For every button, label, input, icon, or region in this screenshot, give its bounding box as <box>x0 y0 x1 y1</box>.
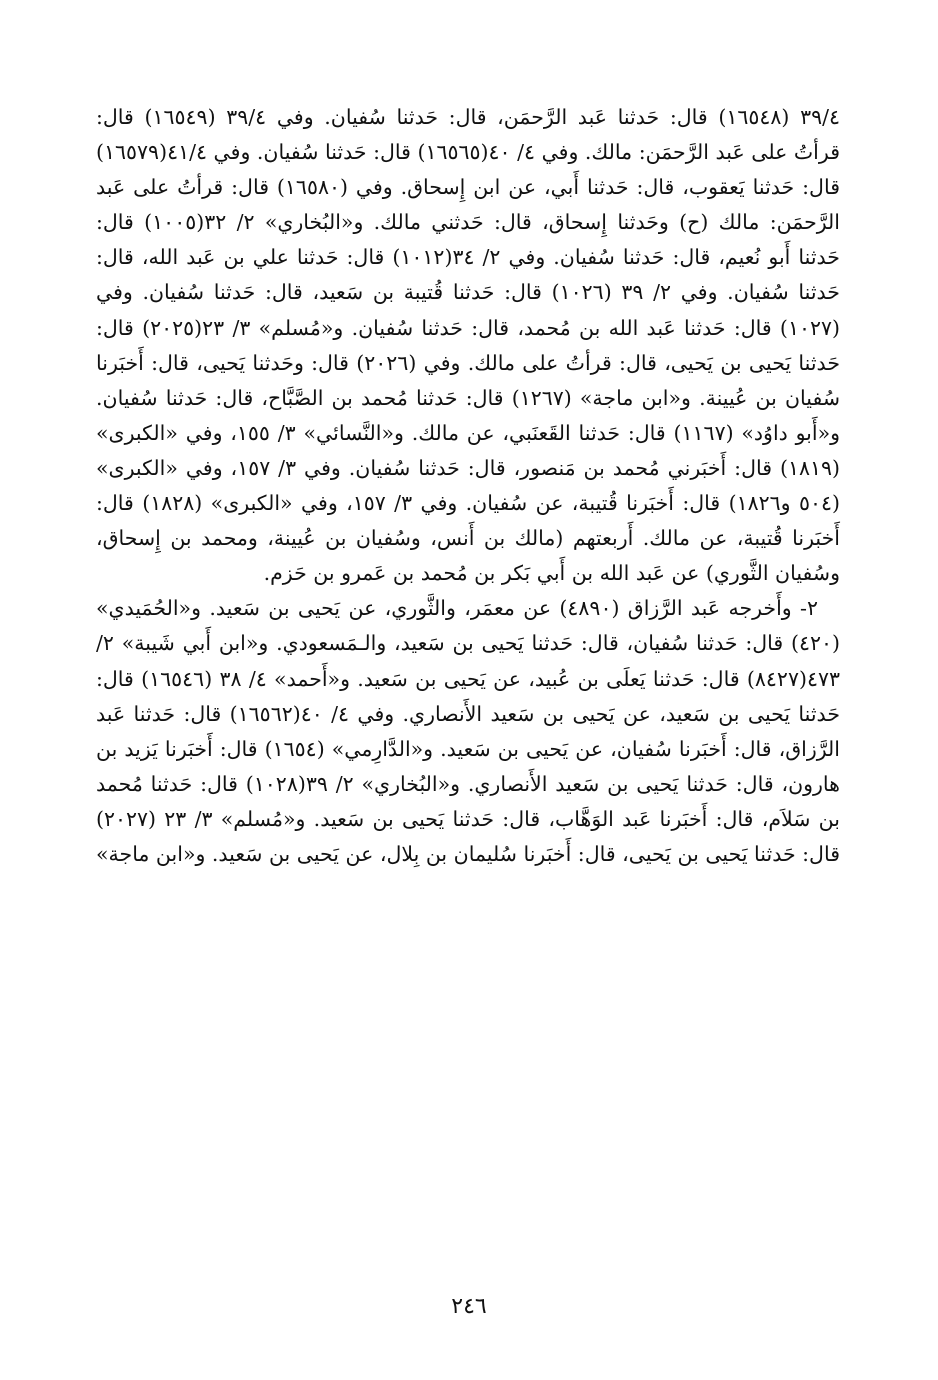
body-text <box>96 100 840 872</box>
page-number: ٢٤٦ <box>451 1294 487 1319</box>
paragraph-2: ٢- وأَخرجه عَبد الرَّزاق (٤٨٩٠) عن معمَر، والثَّوري، عن يَحيى بن سَعيد. و«الحُمَيدي» (٤٢٠) قال: حَدثنا سُفيان، قال: حَدثنا يَحيى بن سَعيد، والـمَسعودي. و«ابن أَبي شَيبة» ٢/ ٤٧٣(٨٤٢٧) قال: حَدثنا يَعلَى بن عُبيد، عن يَحيى بن سَعيد. و«أَحمد» ٤/ ٣٨ (١٦٥٤٦) قال: حَدثنا يَحيى بن سَعيد، عن يَحيى بن سَعيد الأَنصاري. وفي ٤/ ٤٠(١٦٥٦٢) قال: حَدثنا عَبد الرَّزاق، قال: أَخبَرنا سُفيان، عن يَحيى بن سَعيد. و«الدَّارِمي» (١٦٥٤) قال: أَخبَرنا يَزيد بن هارون، قال: حَدثنا يَحيى بن سَعيد الأَنصاري. و«البُخاري» ٢/ ٣٩(١٠٢٨) قال: حَدثنا مُحمد بن سَلاَم، قال: أَخبَرنا عَبد الوَهَّاب، قال: حَدثنا يَحيى بن سَعيد. و«مُسلم» ٣/ ٢٣ (٢٠٢٧) قال: حَدثنا يَحيى بن يَحيى، قال: أَخبَرنا سُليمان بن بِلال، عن يَحيى بن سَعيد. و«ابن ماجة» <box>95 596 840 866</box>
paragraph-1: ٣٩/٤ (١٦٥٤٨) قال: حَدثنا عَبد الرَّحمَن، قال: حَدثنا سُفيان. وفي ٣٩/٤ (١٦٥٤٩) قال: قرأتُ على عَبد الرَّحمَن: مالك. وفي ٤/ ٤٠(١٦٥٦٥) قال: حَدثنا سُفيان. وفي ٤١/٤(١٦٥٧٩) قال: حَدثنا يَعقوب، قال: حَدثنا أَبي، عن ابن إِسحاق. وفي (١٦٥٨٠) قال: قرأتُ على عَبد الرَّحمَن: مالك (ح) وحَدثنا إِسحاق، قال: حَدثني مالك. و«البُخاري» ٢/ ٣٢(١٠٠٥) قال: حَدثنا أَبو نُعيم، قال: حَدثنا سُفيان. وفي ٢/ ٣٤(١٠١٢) قال: حَدثنا علي بن عَبد الله، قال: حَدثنا سُفيان. وفي ٢/ ٣٩ (١٠٢٦) قال: حَدثنا قُتيبة بن سَعيد، قال: حَدثنا سُفيان. وفي (١٠٢٧) قال: حَدثنا عَبد الله بن مُحمد، قال: حَدثنا سُفيان. و«مُسلم» ٣/ ٢٣(٢٠٢٥) قال: حَدثنا يَحيى بن يَحيى، قال: قرأتُ على مالك. وفي (٢٠٢٦) قال: وحَدثنا يَحيى، قال: أَخبَرنا سُفيان بن عُيينة. و«ابن ماجة» (١٢٦٧) قال: حَدثنا مُحمد بن الصَّبَّاح، قال: حَدثنا سُفيان. و«أَبو داوُد» (١١٦٧) قال: حَدثنا القَعنَبي، عن مالك. و«النَّسائي» ٣/ ١٥٥، وفي «الكبرى» (١٨١٩) قال: أَخبَرني مُحمد بن مَنصور، قال: حَدثنا سُفيان. وفي ٣/ ١٥٧، وفي «الكبرى» (٥٠٤ و١٨٢٦) قال: أَخبَرنا قُتيبة، عن سُفيان. وفي ٣/ ١٥٧، وفي «الكبرى» (١٨٢٨) قال: أَخبَرنا قُتيبة، عن مالك. أَربعتهم (مالك بن أَنس، وسُفيان بن عُيينة، ومحمد بن إِسحاق، وسُفيان الثَّوري) عن عَبد الله بن أَبي بَكر بن مُحمد بن عَمرو بن حَزم. <box>96 105 841 586</box>
